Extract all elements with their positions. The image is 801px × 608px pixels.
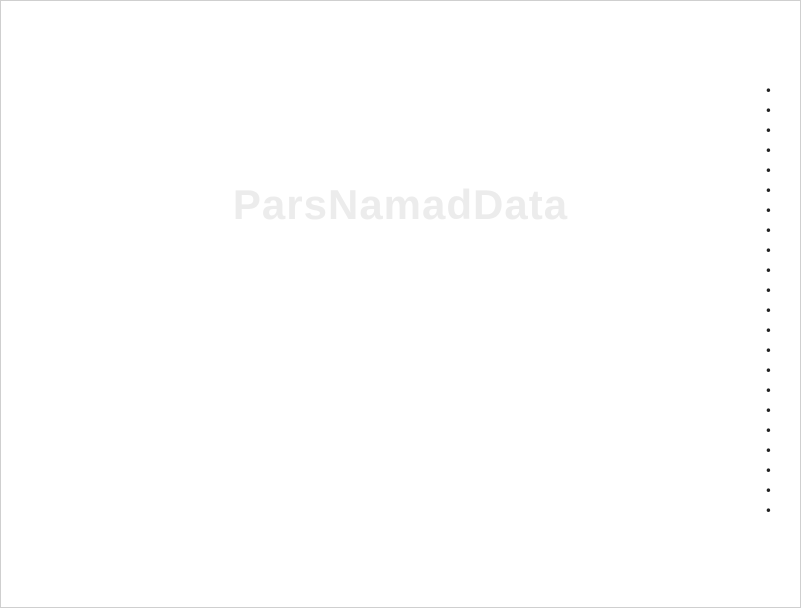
notice-item-qualification <box>23 441 778 461</box>
notice-item-duration <box>23 121 778 141</box>
notice-item-deposit <box>23 221 778 241</box>
notice-item-purchase-fee-cont <box>23 401 778 421</box>
notice-page-inner <box>13 11 788 599</box>
notice-item-purchase-fee <box>23 381 778 401</box>
notice-item-location <box>23 141 778 161</box>
notice-item-deposit-cont <box>23 241 778 261</box>
notice-item-estimate-cont <box>23 201 778 221</box>
notice-item-subject <box>23 101 778 121</box>
notice-item-qualification-cont <box>23 461 778 481</box>
notice-item-organizer <box>23 81 778 101</box>
notice-item-opening-date <box>23 301 778 321</box>
notice-body <box>23 81 778 565</box>
notice-item-docs-location-cont <box>23 361 778 381</box>
notice-item-docs-location <box>23 341 778 361</box>
notice-item-estimate <box>23 181 778 201</box>
notice-list <box>23 81 778 521</box>
notice-item-supervisor <box>23 321 778 341</box>
notice-item-site-2 <box>23 501 778 521</box>
notice-item-docs-deadline <box>23 261 778 281</box>
notice-item-submission-deadline <box>23 281 778 301</box>
watermark: ParsNamadData <box>232 181 569 228</box>
notice-item-funding <box>23 161 778 181</box>
notice-item-ad-cost <box>23 421 778 441</box>
notice-item-site-1 <box>23 481 778 501</box>
